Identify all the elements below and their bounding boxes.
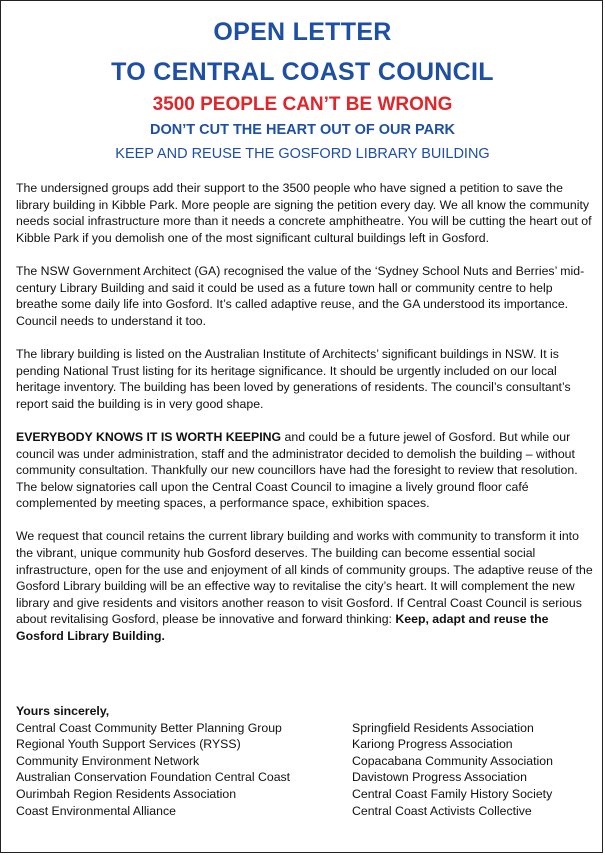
- signatory: Springfield Residents Association: [352, 720, 534, 735]
- yours-sincerely: Yours sincerely,: [16, 704, 110, 718]
- signatory: Kariong Progress Association: [352, 737, 513, 752]
- signatory: Australian Conservation Foundation Central Coast: [16, 770, 291, 785]
- paragraph-4-emphasis: EVERYBODY KNOWS IT IS WORTH KEEPING: [16, 429, 282, 444]
- signatory-list-right: [352, 720, 592, 820]
- signatory: Copacabana Community Association: [352, 753, 553, 768]
- signatory: Davistown Progress Association: [352, 770, 527, 785]
- signatory: Coast Environmental Alliance: [16, 803, 176, 818]
- signatory: Central Coast Activists Collective: [352, 803, 532, 818]
- signoff: [16, 703, 594, 819]
- paragraph-5-emphasis: Keep, adapt and reuse the Gosford Library Building.: [16, 612, 549, 644]
- paragraph-5: [16, 528, 594, 644]
- paragraph-3: The library building is listed on the Australian Institute of Architects’ significant buildings in NSW. It is pending National Trust listing for its heritage significance. It should be urgently included on our local heritage inventory. The building has been loved by generations of residents. The council’s consultant’s report said the building is in very good shape.: [16, 346, 571, 411]
- signatory-list-left: [16, 720, 352, 820]
- library-slogan: KEEP AND REUSE THE GOSFORD LIBRARY BUILDING: [115, 146, 490, 162]
- signatory: Community Environment Network: [16, 753, 200, 768]
- petition-headline: 3500 PEOPLE CAN’T BE WRONG: [152, 94, 453, 115]
- paragraph-4: [16, 429, 594, 512]
- letter-title: OPEN LETTER: [213, 18, 392, 46]
- letter-recipient: TO CENTRAL COAST COUNCIL: [111, 58, 494, 86]
- paragraph-5-text: We request that council retains the current library building and works with community to transform it into the vibrant, unique community hub Gosford deserves. The building can become essential social infrastructure, open for the use and enjoyment of all kinds of community groups. The adaptive reuse of the Gosford Library building will be an effective way to revitalise the city’s heart. It will complement the new library and give residents and visitors another reason to visit Gosford. If Central Coast Council is serious about revitalising Gosford, please be innovative and forward thinking:: [16, 529, 593, 627]
- signatory: Central Coast Community Better Planning Group: [16, 720, 282, 735]
- paragraph-1: The undersigned groups add their support to the 3500 people who have signed a petition to save the library building in Kibble Park. More people are signing the petition every day. We all know the community needs social infrastructure more than it needs a concrete amphitheatre. You will be cutting the heart out of Kibble Park if you demolish one of the most significant cultural buildings left in Gosford.: [16, 181, 592, 245]
- signatory: Regional Youth Support Services (RYSS): [16, 737, 241, 752]
- paragraph-2: The NSW Government Architect (GA) recognised the value of the ‘Sydney School Nuts and Berries’ mid-century Library Building and said it could be used as a future town hall or community centre to help breathe some daily life into Gosford. It’s called adaptive reuse, and the GA understood its importance. Council needs to understand it too.: [16, 263, 585, 328]
- signatory: Ourimbah Region Residents Association: [16, 786, 237, 801]
- letter-body: [16, 180, 594, 661]
- park-slogan: DON’T CUT THE HEART OUT OF OUR PARK: [149, 122, 456, 138]
- paragraph-4-text: and could be a future jewel of Gosford. But while our council was under administration, staff and the administrator decided to demolish the building – without community consultation. Thankfully our new councillors have had the foresight to review that resolution. The below signatories call upon the Central Coast Council to imagine a lively ground floor café complemented by meeting spaces, a performance space, exhibition spaces.: [16, 429, 578, 511]
- signatory: Central Coast Family History Society: [352, 786, 553, 801]
- signatory-columns: [16, 720, 594, 820]
